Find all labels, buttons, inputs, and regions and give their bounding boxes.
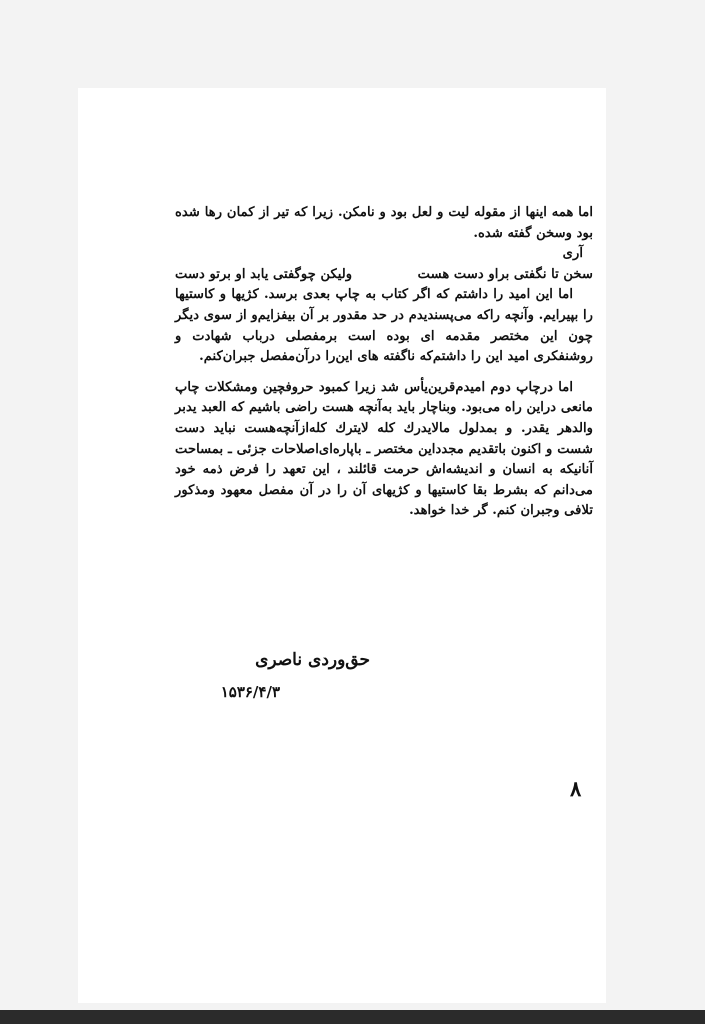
verse-second-half: ولیکن چوگفتی یابد او برتو دست bbox=[175, 266, 353, 282]
bottom-bar bbox=[0, 1010, 705, 1024]
verse-first-half: سخن تا نگفتی براو دست هست bbox=[417, 266, 593, 282]
paragraph-3: اما درچاپ دوم امیدم‌قرین‌یأس شد زیرا کمبود حروفچین ومشکلات چاپ مانعی دراین راه می‌بود. وبناچار باید به‌آنچه هست راضی باشیم که العبد یدبر والدهر یقدر. و بمدلول مالایدرك كله لايترك كله‌ازآنچه‌هست نباید دست شست و اکنون باتقدیم مجدداین مختصر ـ باپاره‌ای‌اصلاحات جزئی ـ بمساحت آنانیکه به انسان و اندیشه‌اش حرمت قائلند ، این تعهد را فرض ذمه خود می‌دانم که بشرط بقا کاستیها و کژیهای آن را در آن مفصل معهود ومذکور تلافی وجبران کنم. گر خدا خواهد. bbox=[175, 379, 593, 519]
poem-verse bbox=[175, 265, 593, 286]
author-signature: حق‌وردی ناصری bbox=[255, 650, 370, 670]
paragraph-2: اما این امید را داشتم که اگر کتاب به چاپ بعدی برسد. کژیها و کاستیها را بپیرایم. وآنچه راکه می‌پسندیدم در حد مقدور بر آن بیفزایم‌و از سوی دیگر چون این مختصر مقدمه ای بوده است برمفصلی درباب شهادت و روشنفکری امید این را داشتم‌که ناگفته های این‌را درآن‌مفصل جبران‌کنم. bbox=[175, 287, 593, 365]
paragraph-1: اما همه اینها از مقوله لیت و لعل بود و نامکن. زیرا که تیر از کمان رها شده بود وسخن گفته شده. bbox=[175, 205, 593, 241]
body-text bbox=[175, 203, 593, 522]
exclamation-ari: آری bbox=[562, 246, 583, 262]
page-number: ۸ bbox=[570, 776, 582, 801]
signature-date: ۱۵۳۶/۴/۳ bbox=[220, 683, 280, 701]
